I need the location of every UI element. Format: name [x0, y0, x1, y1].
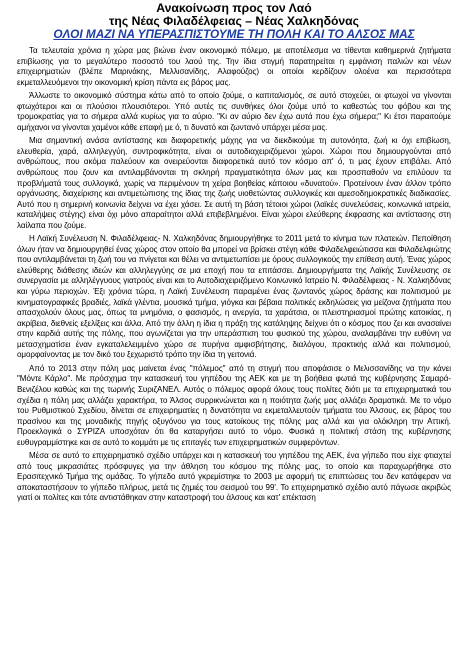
paragraph-5: Από το 2013 στην πόλη μας μαίνεται ένας "πόλεμος" από τη στιγμή που αποφάσισε ο Μελισσανίδης να την κάνει "Μόντε Κάρλο". Με πρόσχημα την κατασκευή του γηπέδου της ΑΕΚ και με τη βοήθεια φωτιά της κυβέρνησης Σαμαρά-Βενιζέλου καθώς και της τωρινής ΣυριζΑΝΕΛ. Αυτός ο πόλεμος αφορά όλους τους πολίτες διότι με τα επιχειρηματικά του σχέδια η πόλη μας αλλάζει χαρακτήρα, το Άλσος συρρικνώνεται και η ποιότητα ζωής μας αλλάζει δραματικά. Με το νόμο του Ρυθμιστικού Σχεδίου, δίνεται σε επιχειρηματίες η δυνατότητα να εκμεταλλευτούν τμήματα του Άλσους, εις βάρος του πρασίνου και της μοναδικής πηγής οξυγόνου για τους κατοίκους της πόλης μας αλλά και για ολόκληρη την Αττική. Προεκλογικά ο ΣΥΡΙΖΑ υποσχόταν ότι θα καταργήσει αυτό το νόμο. Φυσικά η πολιτική στάση της κυβέρνησης ευθυγραμμίστηκε και σε αυτό το κομμάτι με τις επιταγές των επιχειρηματικών συμφερόντων. — [17, 363, 451, 447]
paragraph-3: Μια σημαντική ανάσα αντίστασης και διαφορετικής μάχης για να διεκδικούμε τη αυτονόητα, ζωή κι όχι επιβίωση, ελευθερία, χαρά, αλληλεγγύη, συντροφικότητα, είναι οι αυτοδιαχειριζόμενοι χώροι. Χώροι που δημιουργούνται από ανθρώπους, που ακόμα παλεύουν και ονειρεύονται διαφορετικά αυτό τον κόσμο απ' ό, τι μας έχουν επιβάλει. Από ανθρώπους που ζουν και αντιλαμβάνονται τη σκληρή πραγματικότητα όλων μας και προσπαθούν να επιλύουν τα προβλήματά τους συλλογικά, χωρίς να περιμένουν τη χείρα βοηθείας κάποιου «δυνατού». Προτείνουν έναν άλλον τρόπο οργάνωσης, διαχείρισης και αντιμετώπισης της ίδιας της ζωής υιοθετώντας συλλογικές και αμεσοδημοκρατικές διαδικασίες. Αυτό που η σημερινή κοινωνία δείχνει να έχει χάσει. Σε αυτή τη βάση τέτοιοι χώροι (λαϊκές συνελεύσεις, κοινωνικά ιατρεία, καταλήψεις στέγης) είναι όχι μόνο απαραίτητοι αλλά επιβεβλημένοι. Είναι χώροι ελεύθερης έκφρασης και αντίστασης στη λαίλαπα που ζούμε. — [17, 136, 451, 230]
announcement-title: Ανακοίνωση προς τον Λαό — [156, 1, 312, 15]
document-page — [17, 0, 451, 662]
paragraph-4: Η Λαϊκή Συνέλευση Ν. Φιλαδέλφειας- Ν. Χαλκηδόνας δημιουργήθηκε το 2011 μετά το κίνημα των πλατειών. Πεποίθηση όλων ήταν να δημιουργηθεί ένας χώρος στον οποίο θα μπορεί να βρίσκει στέγη κάθε Φιλαδελφειώτισσα και Φιλαδελφιώτης που αντιλαμβάνεται τη ζωή του να πνίγεται και θέλει να αντιμετωπίσει με όρους συλλογικούς την επίθεση αυτή. Ένας χώρος ελεύθερης διάθεσης ιδεών και αλληλεγγύης σε μια εποχή που τα επιτάσσει. Δημιουργήματα της Λαϊκής Συνέλευσης σε συνεργασία με αλληλέγγυους γιατρούς είναι και το Αυτοδιαχειριζόμενο Κοινωνικό Ιατρείο Ν. Φιλαδέλφειας - Ν. Χαλκηδόνας και γύρω περιοχών. Έξι χρόνια τώρα, η Λαϊκή Συνέλευση παραμένει ένας ζωντανός χώρος δράσης και πολιτισμού με κινηματογραφικές βραδιές, λαϊκά γλέντια, μουσικά τμήμα, γιόγκα και βέβαια πολιτικές εκδηλώσεις για μείζονα ζητήματα που απασχολούν όλους μας, όπως τα μνημόνια, ο φασισμός, η ανεργία, τα χαράτσια, οι πλειστηριασμοί πρώτης κατοικίας, η ακρίβεια, διεθνείς εξελίξεις και άλλα. Από την άλλη η ίδια η πράξη της κατάληψης δείχνει ότι ο κόσμος που ζει και ανασαίνει στην καρδιά αυτής της πόλης, που αγωνίζεται για την υπεράσπιση του φυσικού της χώρου, αναλαμβάνει την ευθύνη να μετασχηματίσει έναν εγκαταλελειμμένο χώρο σε πυρήνα αμφισβήτησης, διαλόγου, πρακτικής αλλά και πολιτισμού, ομορφαίνοντας με τον δικό του ξεχωριστό τρόπο την ίδια τη γειτονιά. — [17, 234, 451, 360]
paragraph-2: Άλλωστε το οικονομικό σύστημα κάτω από το οποίο ζούμε, ο καπιταλισμός, σε αυτό στοχεύει, οι φτωχοί να γίνονται φτωχότεροι και οι πλούσιοι πλουσιότεροι. Υπό αυτές τις συνθήκες όλοι ζούμε υπό το καθεστώς του φόβου και της τρομοκρατίας για το σήμερα αλλά κυρίως για το αύριο. "Κι αν αύριο δεν έχω αυτά που έχω σήμερα;" Κι έτσι παραιτούμε αμήχανοι να γίνονται χαμένοι κάθε επαφή με ό, τι δυνατό και ζωντανό υπάρχει μέσα μας. — [17, 91, 451, 132]
announcement-slogan: ΟΛΟΙ ΜΑΖΙ ΝΑ ΥΠΕΡΑΣΠΙΣΤΟΥΜΕ ΤΗ ΠΟΛΗ ΚΑΙ ΤΟ ΑΛΣΟΣ ΜΑΣ — [53, 27, 415, 41]
paragraph-1: Τα τελευταία χρόνια η χώρα μας βιώνει έναν οικονομικό πόλεμο, με αποτέλεσμα να τίθενται καθημερινά ζητήματα επιβίωσης για το μεγαλύτερο ποσοστό του λαού της. Την ίδια στιγμή παρατηρείται η εμφάνιση παλιών και νέων επιχειρηματιών (βλέπε Μαρινάκης, Μελλισανίδης, Αλαφούζος) οι οποίοι κερδίζουν ολοένα και περισσότερα εκμεταλλευόμενοι την οικονομική κρίση πάντα εις βάρος μας. — [17, 46, 451, 87]
announcement-subtitle: της Νέας Φιλαδέλφειας – Νέας Χαλκηδόνας — [108, 14, 360, 28]
paragraph-6: Μέσα σε αυτό το επιχειρηματικό σχέδιο υπάρχει και η κατασκευή του γηπέδου της ΑΕΚ, ένα γήπεδο που είχε φτιαχτεί από τους μικρασιάτες πρόσφυγες για την άθληση του κόσμου της πόλης μας, το οποίο και παραχωρήθηκε στο Ερασιτεχνικό Τμήμα της ομάδας. Το γήπεδο αυτό γκρεμίστηκε το 2003 με αφορμή τις επιπτώσεις του δεν κατάφεραν να αποκαταστήσουν το γήπεδο πλήρως, μετά τις ζημιές του σεισμού του 99'. Το επιχειρηματικό σχέδιο αυτό πάγωσε ακριβώς γιατί οι πολίτες και τότε αντιστάθηκαν στην καταστροφή του άλσους και κατ' επέκταση — [17, 451, 451, 503]
